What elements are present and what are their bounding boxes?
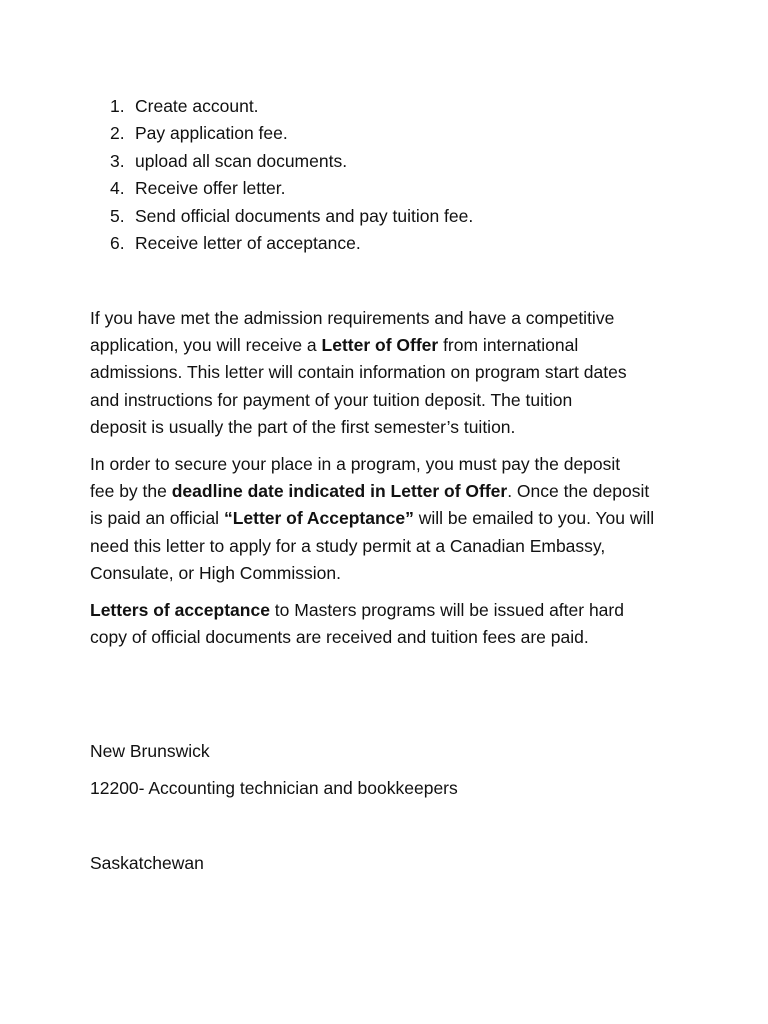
text-line: In order to secure your place in a program, you must pay the deposit [90,454,621,474]
list-number: 2. [110,123,125,144]
list-number: 3. [110,150,125,171]
list-item-text: Receive letter of acceptance. [135,233,361,254]
text-run: from international [438,335,579,356]
bold-letters-of-acceptance: Letters of acceptance [90,600,270,620]
list-item-text: upload all scan documents. [135,150,348,171]
text-line: deposit is usually the part of the first semester’s tuition. [90,416,516,437]
list-item-text: Send official documents and pay tuition fee. [135,205,474,226]
text-line [90,478,690,505]
noc-code-line: 12200- Accounting technician and bookkeepers [90,778,458,798]
list-item [110,120,473,147]
text-line [90,597,690,624]
application-steps-list [110,93,473,257]
deposit-paragraph [90,451,690,587]
province-new-brunswick: New Brunswick [90,741,210,761]
text-line: and instructions for payment of your tuition deposit. The tuition [90,389,573,410]
list-item [110,93,473,120]
text-run: fee by the [90,481,172,502]
list-number: 6. [110,233,125,254]
text-line [90,332,690,359]
list-item [110,230,473,257]
bold-letter-of-acceptance: “Letter of Acceptance” [223,508,414,529]
text-run: will be emailed to you. You will [413,508,655,529]
text-run: application, you will receive a [90,335,322,356]
masters-paragraph [90,597,690,651]
list-item [110,148,473,175]
bold-letter-of-offer: Letter of Offer [321,335,439,356]
list-item [110,203,473,230]
text-line: admissions. This letter will contain information on program start dates [90,362,627,383]
text-line: need this letter to apply for a study permit at a Canadian Embassy, [90,535,606,556]
bold-deadline-date: deadline date indicated in Letter of Offer [171,481,508,502]
list-item [110,175,473,202]
list-number: 4. [110,178,125,199]
list-number: 1. [110,96,125,116]
letter-of-offer-paragraph [90,305,690,441]
text-line [90,505,690,532]
list-item-text: Receive offer letter. [135,178,286,199]
text-line: copy of official documents are received and tuition fees are paid. [90,627,589,648]
list-item-text: Create account. [135,96,259,116]
text-run: to Masters programs will be issued after hard [269,600,624,620]
text-line: Consulate, or High Commission. [90,562,341,583]
text-run: . Once the deposit [507,481,650,502]
text-run: is paid an official [90,508,224,529]
list-number: 5. [110,205,125,226]
province-saskatchewan: Saskatchewan [90,853,204,873]
text-line: If you have met the admission requirements and have a competitive [90,308,615,328]
list-item-text: Pay application fee. [135,123,288,144]
